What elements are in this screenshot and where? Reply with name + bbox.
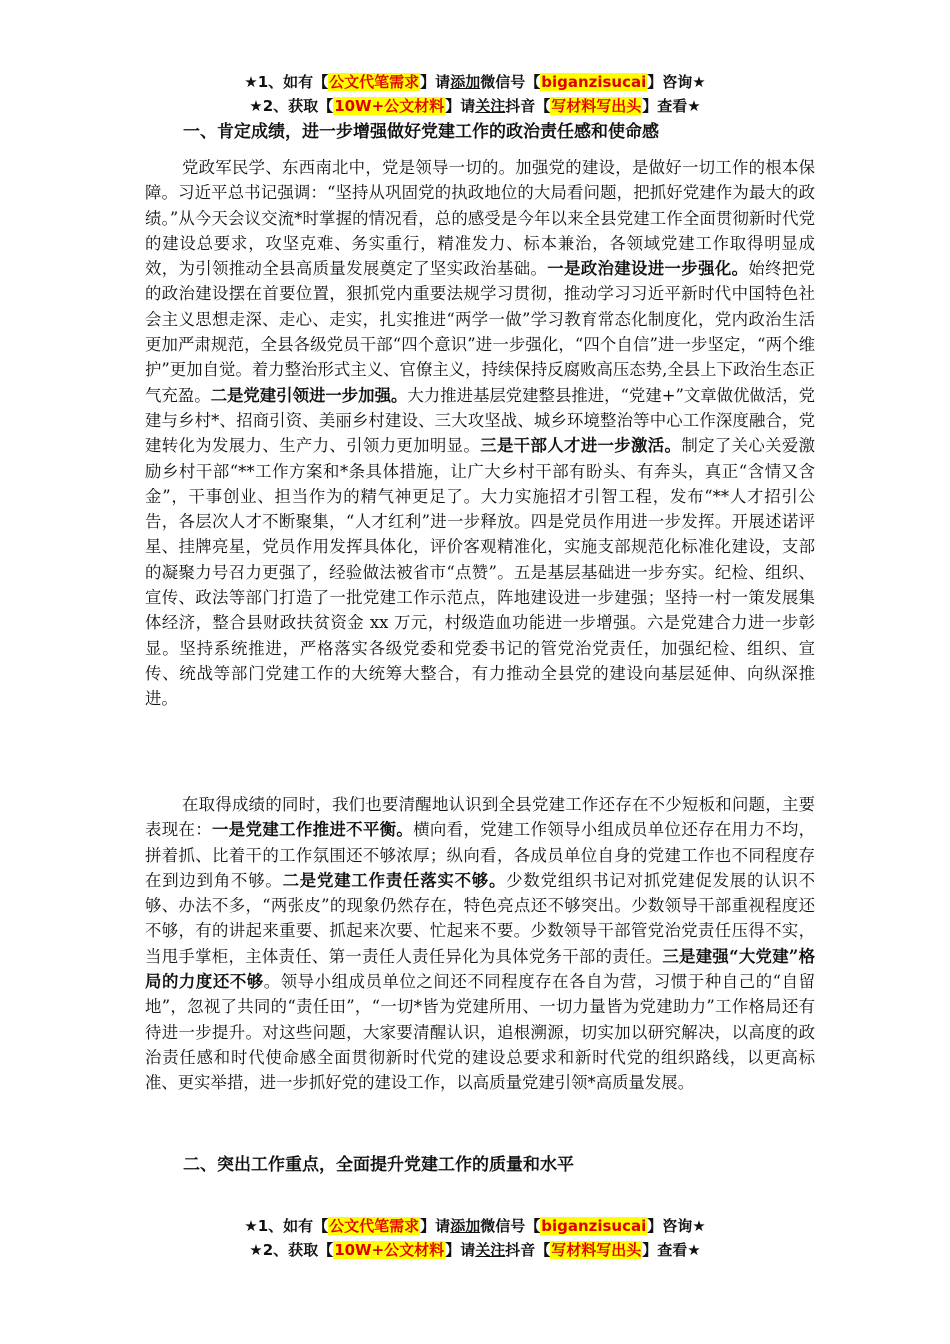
banner-text: 】查看★ [642,1241,701,1259]
banner-highlight: 公文代笔需求 [329,1217,420,1235]
banner-text: 抖音【 [505,97,551,115]
banner-emphasis: 添加 [450,1217,481,1235]
banner-text: ★1、如有【 [244,1217,329,1235]
paragraph-text: 制定了关心关爱激励乡村干部“**工作方案和*条具体措施，让广大乡村干部有盼头、有奔头，真正“含情又含金”，干事创业、担当作为的精气神更足了。大力实施招才引智工程，发布“**人才招引公告，各层次人才不断聚集，“人才红利”进一步释放。四是党员作用进一步发挥。开展述诺评星、挂牌亮星，党员作用发挥具体化，评价客观精准化，实施支部规范化标准化建设，支部的凝聚力号召力更强了，经验做法被省市“点赞”。五是基层基础进一步夯实。纪检、组织、宣传、政法等部门打造了一批党建工作示范点，阵地建设进一步建强；坚持一村一策发展集体经济，整合县财政扶贫资金 xx 万元，村级造血功能进一步增强。六是党建合力进一步彰显。坚持系统推进，严格落实各级党委和党委书记的管党治党责任，加强纪检、组织、宣传、统战等部门党建工作的大统筹大整合，有力推动全县党的建设向基层延伸、向纵深推进。 [145,436,816,709]
paragraph-text: 横向看，党建工作领导小组成员单位还存在用力不均，拼着抓、比着干的工作氛围还不够浓厚；纵向看，各成员单位自身的党建工作也不同程度存在到边到角不够。 [145,820,816,890]
banner-highlight: 写材料写出头 [551,1241,642,1259]
bold-point: 二是党建引领进一步加强。 [210,385,408,405]
paragraph-text: 。领导小组成员单位之间还不同程度存在各自为营，习惯于种自己的“自留地”，忽视了共同的“责任田”，“一切*皆为党建所用、一切力量皆为党建助力”工作格局还有待进一步提升。对这些问题，大家要清醒认识，追根溯源，切实加以研究解决，以高度的政治责任感和时代使命感全面贯彻新时代党的建设总要求和新时代党的组织路线，以更高标准、更实举措，进一步抓好党的建设工作，以高质量党建引领*高质量发展。 [145,972,815,1093]
bold-point: 三是干部人才进一步激活。 [480,436,682,456]
banner-highlight: 10W+公文材料 [334,1241,445,1259]
banner-text: 抖音【 [505,1241,551,1259]
banner-text: ★1、如有【 [244,73,329,91]
bottom-banner [0,1214,950,1262]
banner-highlight: 写材料写出头 [551,97,642,115]
paragraph-text: 在取得成绩的同时，我们也要清醒地认识到全县党建工作还存在不少短板和问题，主要表现在： [145,795,815,840]
paragraph-text: 党政军民学、东西南北中，党是领导一切的。加强党的建设，是做好一切工作的根本保障。习近平总书记强调：“坚持从巩固党的执政地位的大局看问题，把抓好党建作为最大的政绩。”从今天会议交流*时掌握的情况看，总的感受是今年以来全县党建工作全面贯彻新时代党的建设总要求，攻坚克难、务实重行，精准发力、标本兼治，各领域党建工作取得明显成效，为引领推动全县高质量发展奠定了坚实政治基础。 [145,158,815,279]
banner-text: 微信号【 [480,73,541,91]
banner-text: 】请 [445,97,476,115]
paragraph-text: 少数党组织书记对抓党建促发展的认识不够、办法不多，“两张皮”的现象仍然存在，特色亮点还不够突出。少数领导干部重视程度还不够，有的讲起来重要、抓起来次要、忙起来不要。少数领导干部管党治党责任压得不实，当甩手掌柜，主体责任、第一责任人责任异化为具体党务干部的责任。 [145,870,816,966]
paragraph-text: 始终把党的政治建设摆在首要位置，狠抓党内重要法规学习贯彻，推动学习习近平新时代中国特色社会主义思想走深、走心、走实，扎实推进“两学一做”学习教育常态化制度化，党内政治生活更加严肃规范，全县各级党员干部“四个意识”进一步强化，“四个自信”进一步坚定，“两个维护”更加自觉。着力整治形式主义、官僚主义，持续保持反腐败高压态势,全县上下政治生态正气充盈。 [145,259,816,405]
banner-text: 】请 [420,1217,451,1235]
top-banner [0,70,950,118]
banner-line-1 [0,1214,950,1238]
section-2-heading: 二、突出工作重点，全面提升党建工作的质量和水平 [183,1155,574,1175]
banner-text: 】咨询★ [647,1217,706,1235]
banner-text: 微信号【 [480,1217,541,1235]
banner-line-1 [0,70,950,94]
banner-text: 】请 [445,1241,476,1259]
banner-emphasis: 添加 [450,73,481,91]
section-1-heading: 一、肯定成绩，进一步增强做好党建工作的政治责任感和使命感 [183,122,659,142]
banner-emphasis: 关注 [475,97,506,115]
banner-highlight: 公文代笔需求 [329,73,420,91]
banner-text: ★2、获取【 [249,97,334,115]
paragraph-text: 大力推进基层党建整县推进，“党建+”文章做优做活，党建与乡村*、招商引资、美丽乡村建设、三大攻坚战、城乡环境整治等中心工作深度融合，党建转化为发展力、生产力、引领力更加明显。 [145,385,816,456]
bold-point: 一是政治建设进一步强化。 [547,259,749,279]
banner-text: 】查看★ [642,97,701,115]
paragraph-achievements [145,155,815,712]
banner-line-2 [0,1238,950,1262]
banner-text: ★2、获取【 [249,1241,334,1259]
paragraph-problems [145,792,815,1096]
banner-line-2 [0,94,950,118]
banner-highlight: 10W+公文材料 [334,97,445,115]
bold-point: 一是党建工作推进不平衡。 [212,820,414,840]
bold-point: 三是建强“大党建”格局的力度还不够 [145,946,816,992]
banner-highlight: biganzisucai [541,1217,647,1235]
banner-highlight: biganzisucai [541,73,647,91]
bold-point: 二是党建工作责任落实不够。 [282,870,507,890]
banner-text: 】咨询★ [647,73,706,91]
banner-text: 】请 [420,73,451,91]
banner-emphasis: 关注 [475,1241,506,1259]
